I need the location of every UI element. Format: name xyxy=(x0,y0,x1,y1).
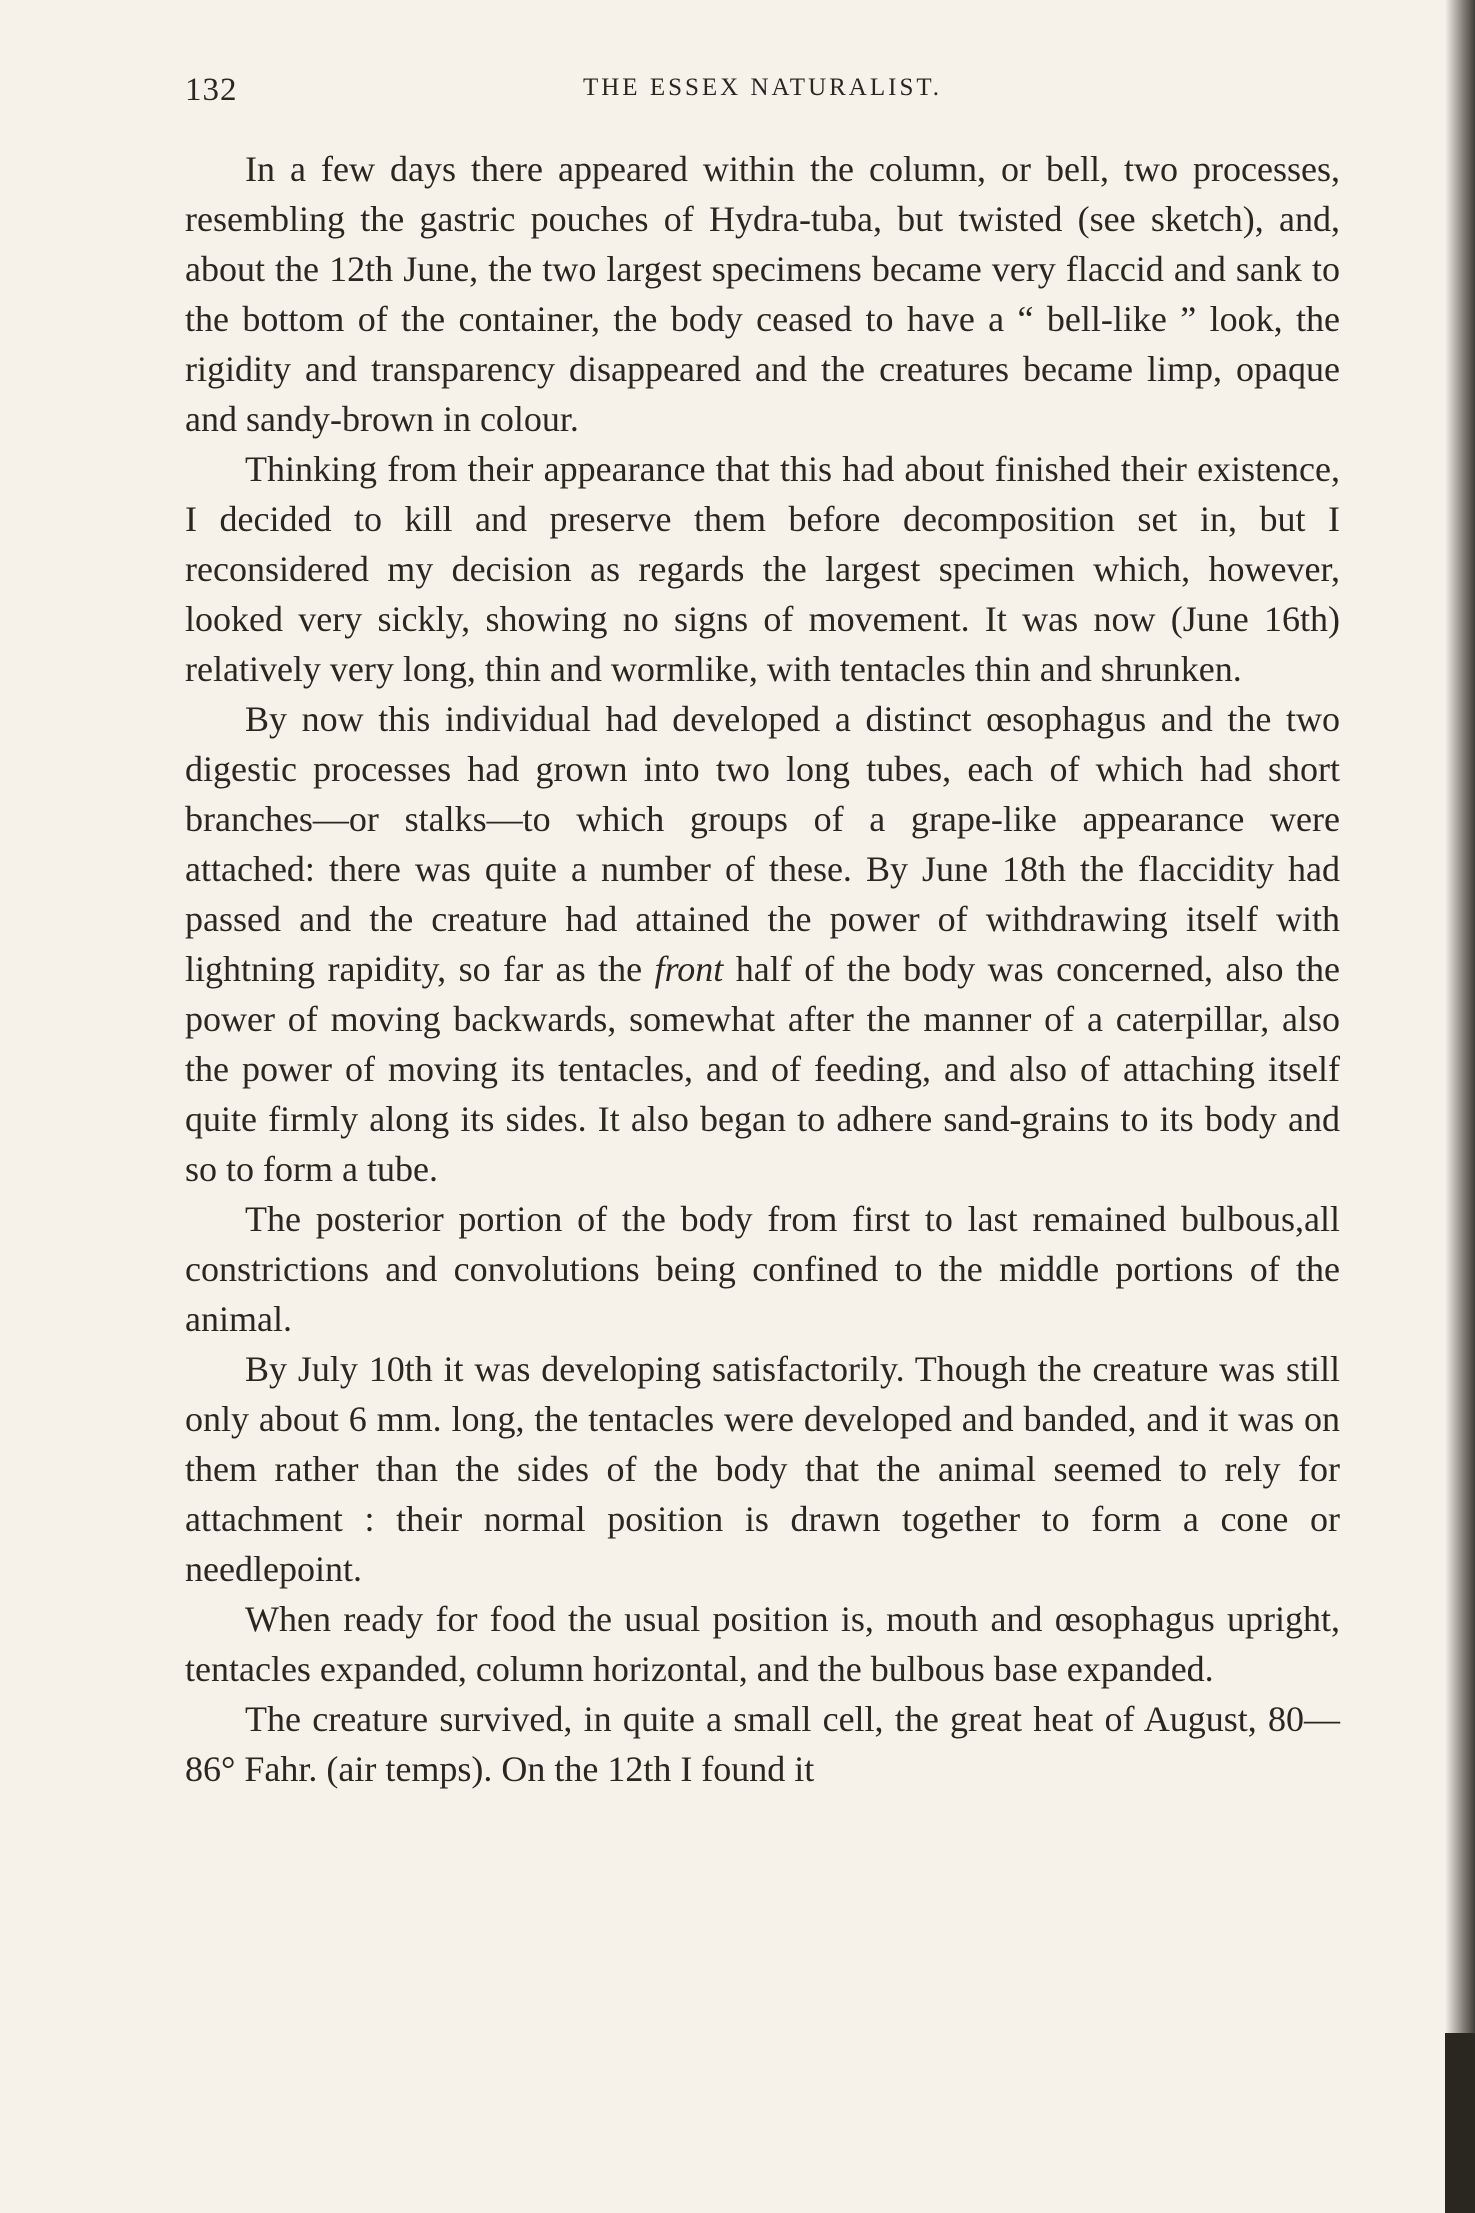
page-edge-shadow xyxy=(1445,0,1475,2213)
page-number: 132 xyxy=(185,72,238,108)
running-title: THE ESSEX NATURALIST. xyxy=(582,74,943,101)
paragraph-3-text-before: By now this individual had developed a distinct œsophagus and the two digestic processes had grown into two long tubes, each of which had short branches—or stalks—to which groups of a grape-like appearance were attached: there was quite a number of these. By June 18th the flaccidity had passed and the creature had attained the power of withdrawing itself with lightning rapidity, so far as the xyxy=(185,699,1340,989)
page-header xyxy=(185,72,1340,112)
paragraph-7: The creature survived, in quite a small cell, the great heat of August, 80—86° Fahr. (air temps). On the 12th I found it xyxy=(185,1699,1340,1789)
paragraph-3-text-after: half of the body was concerned, also the power of moving backwards, somewhat after the manner of a caterpillar, also the power of moving its tentacles, and of feeding, and also of attaching itself quite firmly along its sides. It also began to adhere sand-grains to its body and so to form a tube. xyxy=(185,949,1341,1189)
paragraph-5: By July 10th it was developing satisfactorily. Though the creature was still only about 6 mm. long, the tentacles were developed and banded, and it was on them rather than the sides of the body that the animal seemed to rely for attachment : their normal position is drawn together to form a cone or needlepoint. xyxy=(185,1349,1340,1589)
paragraph-4: The posterior portion of the body from first to last remained bulbous,all constrictions and convolutions being confined to the middle portions of the animal. xyxy=(185,1199,1340,1339)
paragraph-2: Thinking from their appearance that this had about finished their existence, I decided to kill and preserve them before decomposition set in, but I reconsidered my decision as regards the largest specimen which, however, looked very sickly, showing no signs of movement. It was now (June 16th) relatively very long, thin and wormlike, with tentacles thin and shrunken. xyxy=(185,449,1340,689)
paragraph-1: In a few days there appeared within the column, or bell, two processes, resembling the gastric pouches of Hydra-tuba, but twisted (see sketch), and, about the 12th June, the two largest specimens became very flaccid and sank to the bottom of the container, the body ceased to have a “ bell-like ” look, the rigidity and transparency disappeared and the creatures became limp, opaque and sandy-brown in colour. xyxy=(185,149,1340,439)
paragraph-6: When ready for food the usual position is, mouth and œsophagus upright, tentacles expanded, column horizontal, and the bulbous base expanded. xyxy=(185,1599,1340,1689)
emphasis-front: front xyxy=(654,949,724,989)
paragraph-3 xyxy=(185,694,1340,1194)
body-text xyxy=(185,144,1340,1794)
page-edge-corner xyxy=(1445,2033,1475,2213)
